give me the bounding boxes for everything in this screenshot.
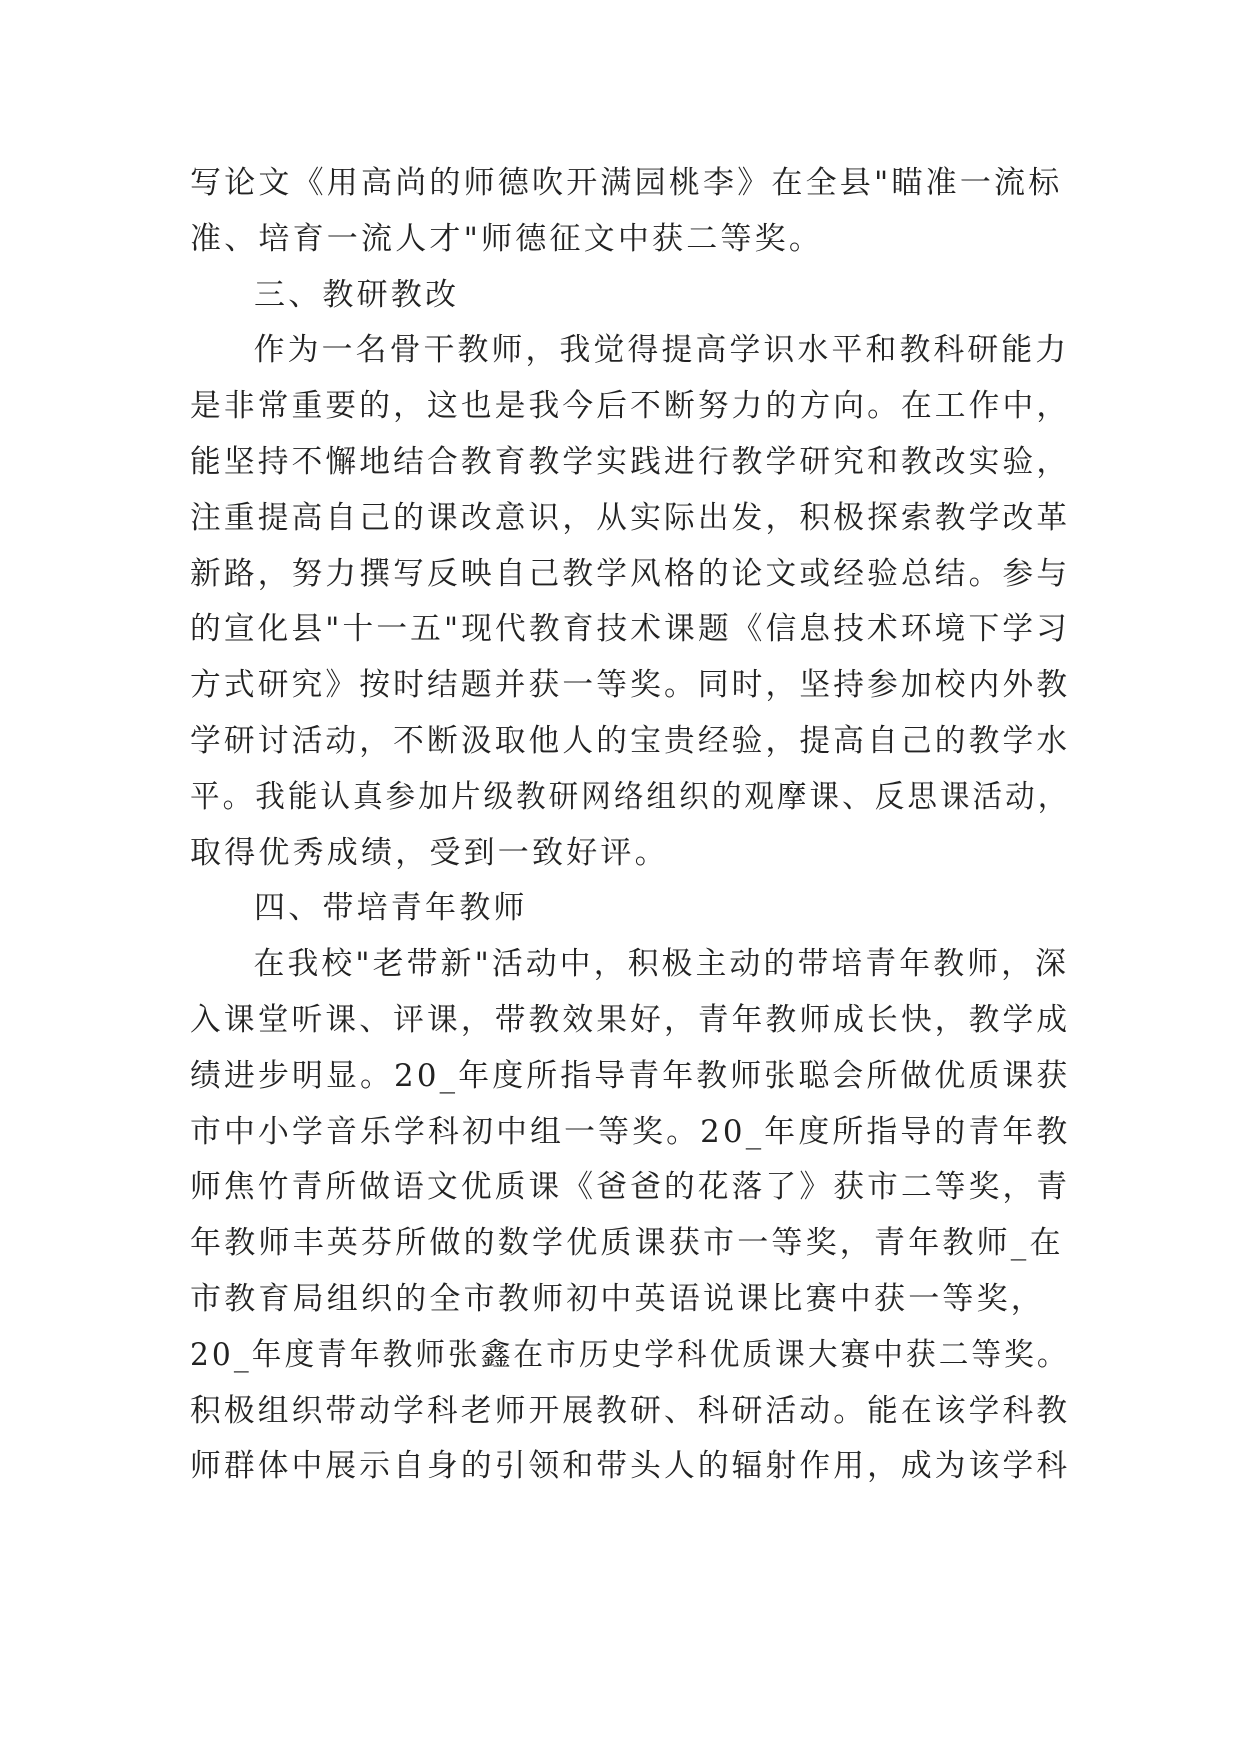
document-body — [190, 156, 1070, 1495]
text-line: 作为一名骨干教师，我觉得提高学识水平和教科研能力 — [253, 332, 1070, 369]
section-heading: 四、带培青年教师 — [254, 890, 528, 927]
text-line: 平。我能认真参加片级教研网络组织的观摩课、反思课活动， — [190, 778, 1071, 815]
text-line: 师群体中展示自身的引领和带头人的辐射作用，成为该学科 — [190, 1448, 1071, 1485]
text-line: 市中小学音乐学科初中组一等奖。20_年度所指导的青年教 — [190, 1113, 1071, 1150]
text-line: 年教师丰英芬所做的数学优质课获市一等奖，青年教师_在 — [190, 1225, 1064, 1262]
text-line: 入课堂听课、评课，带教效果好，青年教师成长快，教学成 — [190, 1001, 1071, 1038]
text-line: 写论文《用高尚的师德吹开满园桃李》在全县"瞄准一流标 — [190, 165, 1063, 201]
section-heading: 三、教研教改 — [254, 276, 460, 313]
text-line: 在我校"老带新"活动中，积极主动的带培青年教师，深 — [253, 946, 1070, 983]
text-line: 取得优秀成绩，受到一致好评。 — [190, 834, 669, 871]
text-line: 是非常重要的，这也是我今后不断努力的方向。在工作中， — [190, 388, 1071, 425]
text-line: 方式研究》按时结题并获一等奖。同时，坚持参加校内外教 — [190, 667, 1071, 704]
text-line: 准、培育一流人才"师德征文中获二等奖。 — [190, 220, 824, 257]
text-line: 能坚持不懈地结合教育教学实践进行教学研究和教改实验， — [190, 443, 1071, 480]
text-line: 新路，努力撰写反映自己教学风格的论文或经验总结。参与 — [190, 555, 1071, 592]
text-line: 师焦竹青所做语文优质课《爸爸的花落了》获市二等奖，青 — [190, 1169, 1071, 1206]
text-line: 注重提高自己的课改意识，从实际出发，积极探索教学改革 — [190, 499, 1071, 536]
text-line: 20_年度青年教师张鑫在市历史学科优质课大赛中获二等奖。 — [190, 1336, 1070, 1373]
text-line: 的宣化县"十一五"现代教育技术课题《信息技术环境下学习 — [190, 611, 1070, 648]
text-line: 学研讨活动，不断汲取他人的宝贵经验，提高自己的教学水 — [190, 722, 1071, 759]
text-line: 市教育局组织的全市教师初中英语说课比赛中获一等奖， — [190, 1280, 1045, 1317]
text-line: 积极组织带动学科老师开展教研、科研活动。能在该学科教 — [190, 1392, 1071, 1429]
text-line: 绩进步明显。20_年度所指导青年教师张聪会所做优质课获 — [190, 1057, 1071, 1094]
